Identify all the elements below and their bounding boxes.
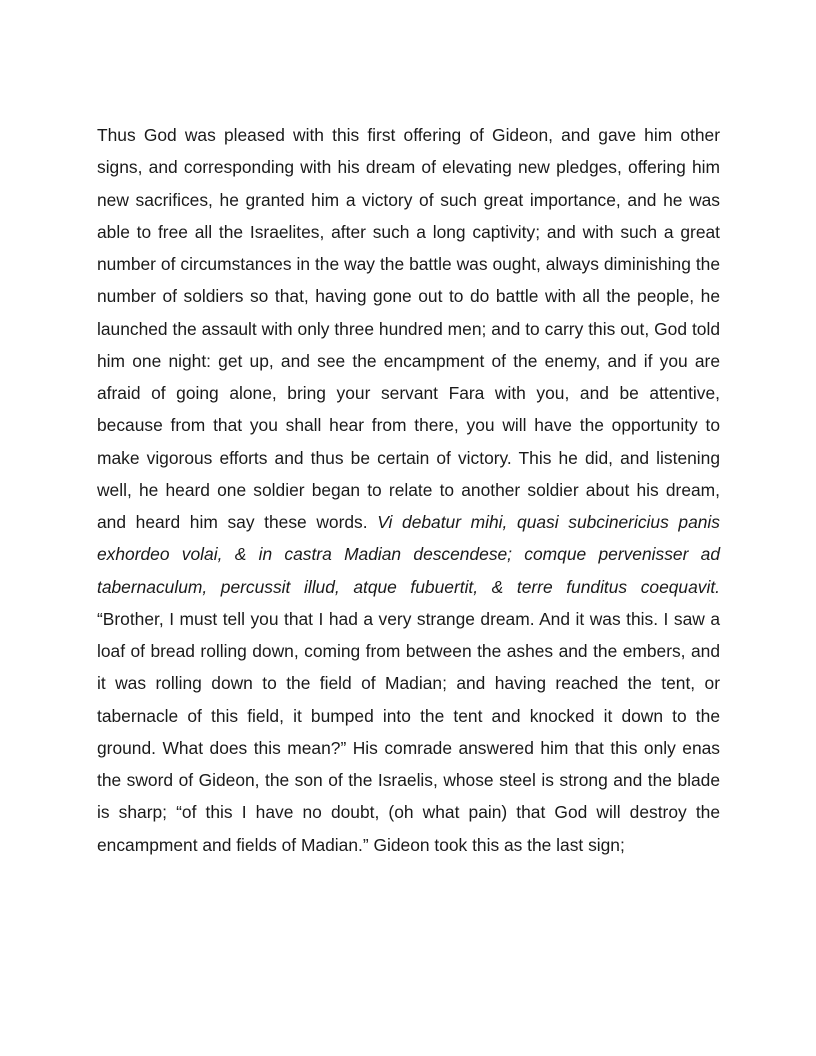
latin-quote: Vi debatur mihi, quasi subcinericius panis exhordeo volai, & in castra Madian descendese; comque pervenisser ad tabernaculum, percussit illud, atque fubuertit, & terre funditus coequavit. bbox=[97, 512, 720, 597]
paragraph-text-part1: Thus God was pleased with this first offering of Gideon, and gave him other signs, and corresponding with his dream of elevating new pledges, offering him new sacrifices, he granted him a victory of such great importance, and he was able to free all the Israelites, after such a long captivity; and with such a great number of circumstances in the way the battle was ought, always diminishing the number of soldiers so that, having gone out to do battle with all the people, he launched the assault with only three hundred men; and to carry this out, God told him one night: get up, and see the encampment of the enemy, and if you are afraid of going alone, bring your servant Fara with you, and be attentive, because from that you shall hear from there, you will have the opportunity to make vigorous efforts and thus be certain of victory. This he did, and listening well, he heard one soldier began to relate to another soldier about his dream, and heard him say these words. bbox=[97, 125, 720, 532]
body-paragraph bbox=[97, 119, 720, 861]
paragraph-text-part2: “Brother, I must tell you that I had a very strange dream. And it was this. I saw a loaf of bread rolling down, coming from between the ashes and the embers, and it was rolling down to the field of Madian; and having reached the tent, or tabernacle of this field, it bumped into the tent and knocked it down to the ground. What does this mean?” His comrade answered him that this only enas the sword of Gideon, the son of the Israelis, whose steel is strong and the blade is sharp; “of this I have no doubt, (oh what pain) that God will destroy the encampment and fields of Madian.” Gideon took this as the last sign; bbox=[97, 608, 720, 855]
